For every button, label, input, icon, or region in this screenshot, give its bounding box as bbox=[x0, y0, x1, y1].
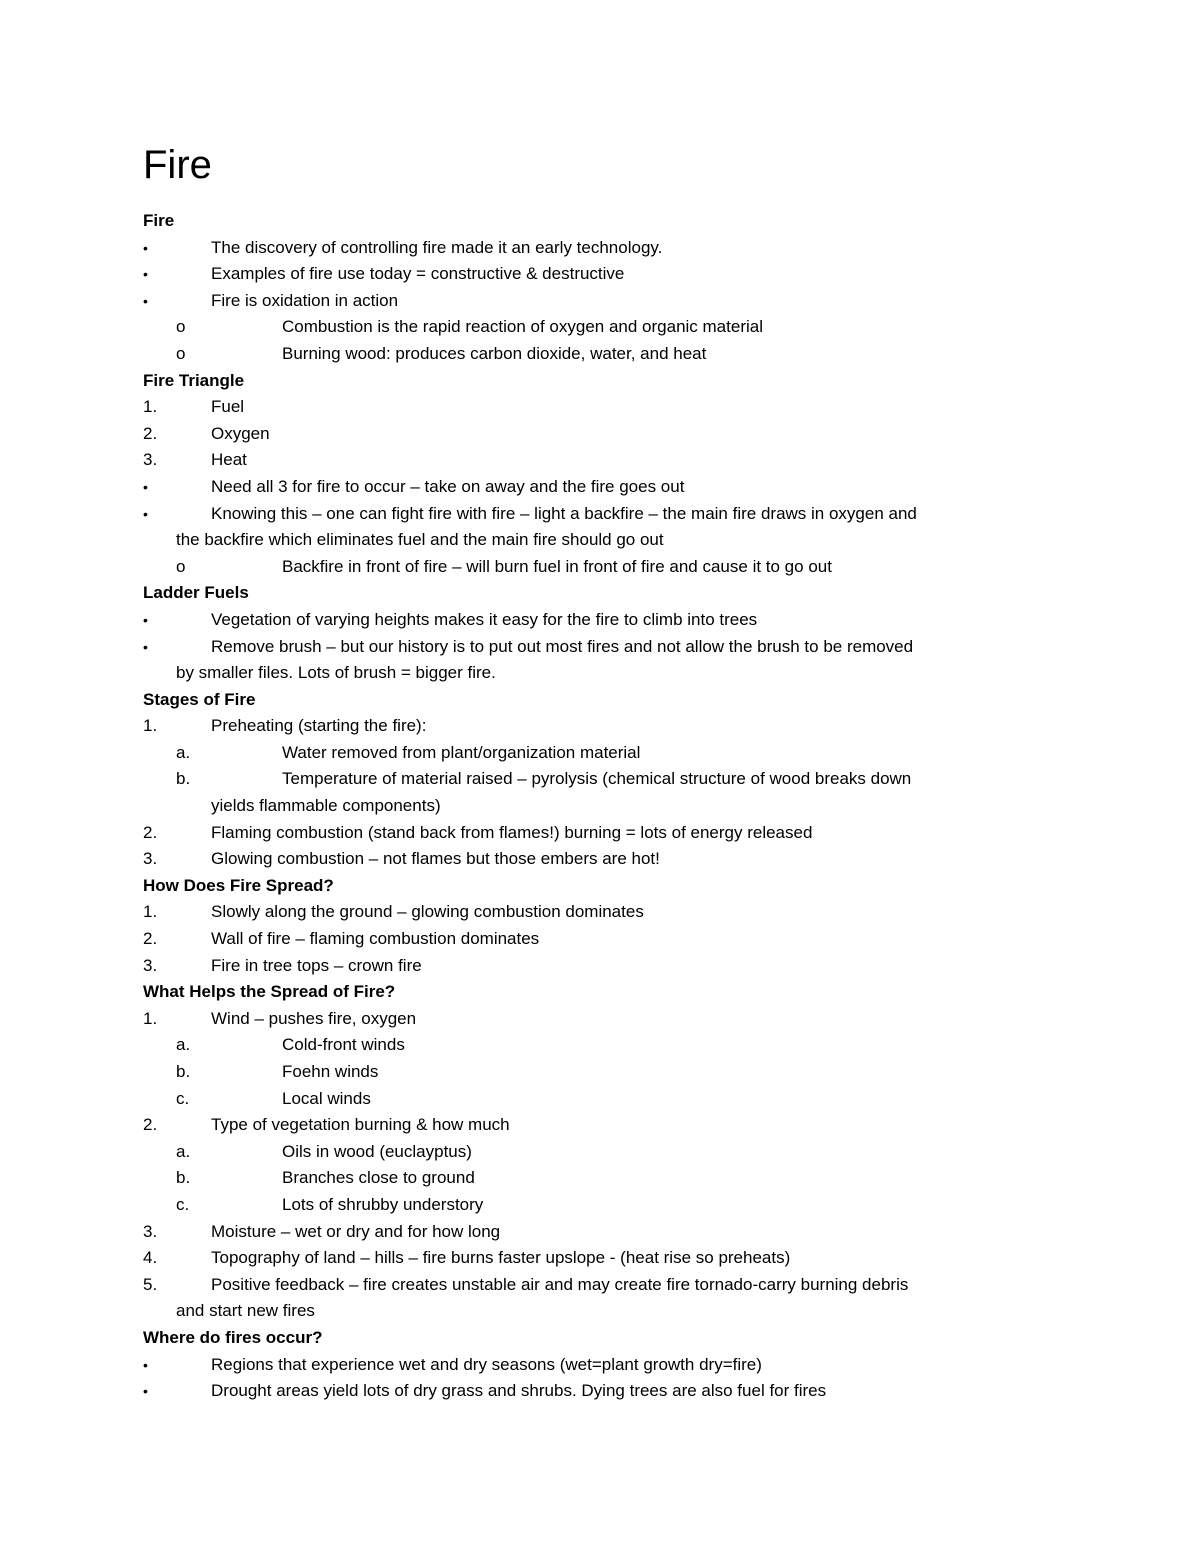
list-item-text: Flaming combustion (stand back from flames!) burning = lots of energy released bbox=[211, 822, 813, 842]
bullet-marker: • bbox=[143, 266, 148, 283]
list-item bbox=[143, 953, 1063, 980]
section-heading-what-helps-spread: What Helps the Spread of Fire? bbox=[143, 982, 396, 1002]
list-item-text: Knowing this – one can fight fire with fire – light a backfire – the main fire draws in oxygen and bbox=[211, 503, 917, 523]
bullet-marker: • bbox=[143, 239, 148, 256]
list-item bbox=[143, 1139, 1063, 1166]
number-marker: 3. bbox=[143, 955, 158, 975]
section-heading-fire-triangle: Fire Triangle bbox=[143, 370, 245, 390]
list-item bbox=[143, 341, 1063, 368]
sub-bullet-marker: o bbox=[176, 556, 186, 576]
number-marker: 3. bbox=[143, 1221, 158, 1241]
list-item bbox=[143, 261, 1063, 288]
number-marker: 1. bbox=[143, 716, 158, 736]
list-item bbox=[143, 235, 1063, 262]
list-item-text: Lots of shrubby understory bbox=[282, 1194, 484, 1214]
letter-marker: a. bbox=[176, 742, 191, 762]
list-item-text: Topography of land – hills – fire burns faster upslope - (heat rise so preheats) bbox=[211, 1248, 791, 1268]
list-item-text: Drought areas yield lots of dry grass and shrubs. Dying trees are also fuel for fires bbox=[211, 1381, 827, 1401]
list-item bbox=[143, 1032, 1063, 1059]
number-marker: 2. bbox=[143, 822, 158, 842]
list-item-text: Regions that experience wet and dry seasons (wet=plant growth dry=fire) bbox=[211, 1354, 762, 1374]
number-marker: 4. bbox=[143, 1248, 158, 1268]
letter-marker: b. bbox=[176, 1168, 191, 1188]
bullet-marker: • bbox=[143, 1383, 148, 1400]
list-item-continuation: and start new fires bbox=[176, 1301, 315, 1321]
section-heading-stages-of-fire: Stages of Fire bbox=[143, 689, 256, 709]
list-item bbox=[143, 846, 1063, 873]
list-item-continuation: by smaller files. Lots of brush = bigger fire. bbox=[176, 663, 496, 683]
number-marker: 5. bbox=[143, 1274, 158, 1294]
list-item bbox=[143, 421, 1063, 448]
list-item bbox=[143, 1245, 1063, 1272]
list-item-text: Slowly along the ground – glowing combustion dominates bbox=[211, 902, 644, 922]
number-marker: 3. bbox=[143, 849, 158, 869]
list-item bbox=[143, 1378, 1063, 1405]
list-item-text: Fire in tree tops – crown fire bbox=[211, 955, 422, 975]
section-heading-where-do-fires-occur: Where do fires occur? bbox=[143, 1327, 323, 1347]
list-item-text: Oils in wood (euclayptus) bbox=[282, 1141, 472, 1161]
letter-marker: c. bbox=[176, 1194, 190, 1214]
list-item-text: Fuel bbox=[211, 397, 245, 417]
list-item bbox=[143, 713, 1063, 740]
number-marker: 1. bbox=[143, 397, 158, 417]
list-item bbox=[143, 899, 1063, 926]
sub-bullet-marker: o bbox=[176, 343, 186, 363]
list-item-text: Positive feedback – fire creates unstable air and may create fire tornado-carry burning debris bbox=[211, 1274, 909, 1294]
list-item bbox=[143, 1165, 1063, 1192]
letter-marker: a. bbox=[176, 1141, 191, 1161]
list-item-text: Cold-front winds bbox=[282, 1035, 405, 1055]
list-item-text: Type of vegetation burning & how much bbox=[211, 1115, 510, 1135]
list-item-text: Branches close to ground bbox=[282, 1168, 475, 1188]
list-item bbox=[143, 820, 1063, 847]
letter-marker: a. bbox=[176, 1035, 191, 1055]
list-item bbox=[143, 447, 1063, 474]
list-item bbox=[143, 1059, 1063, 1086]
list-item-text: The discovery of controlling fire made it an early technology. bbox=[211, 237, 663, 257]
list-item bbox=[143, 766, 1063, 819]
list-item-text: Glowing combustion – not flames but those embers are hot! bbox=[211, 849, 660, 869]
list-item-text: Burning wood: produces carbon dioxide, water, and heat bbox=[282, 343, 707, 363]
list-item-text: Backfire in front of fire – will burn fuel in front of fire and cause it to go out bbox=[282, 556, 832, 576]
bullet-marker: • bbox=[143, 478, 148, 495]
letter-marker: b. bbox=[176, 1062, 191, 1081]
bullet-marker: • bbox=[143, 638, 148, 655]
list-item bbox=[143, 474, 1063, 501]
list-item-text: Water removed from plant/organization material bbox=[282, 742, 641, 762]
list-item-continuation: yields flammable components) bbox=[211, 796, 441, 816]
list-item bbox=[143, 740, 1063, 767]
list-item-text: Wall of fire – flaming combustion dominates bbox=[211, 929, 540, 949]
list-item bbox=[143, 394, 1063, 421]
list-item-text: Fire is oxidation in action bbox=[211, 290, 399, 310]
list-item-text: Vegetation of varying heights makes it easy for the fire to climb into trees bbox=[211, 609, 758, 629]
number-marker: 1. bbox=[143, 1008, 158, 1028]
list-item-text: Oxygen bbox=[211, 423, 270, 443]
list-item bbox=[143, 926, 1063, 953]
bullet-marker: • bbox=[143, 505, 148, 522]
list-item-text: Remove brush – but our history is to put out most fires and not allow the brush to be removed bbox=[211, 636, 914, 656]
section-heading-how-does-fire-spread: How Does Fire Spread? bbox=[143, 875, 334, 895]
letter-marker: c. bbox=[176, 1088, 190, 1108]
list-item bbox=[143, 1112, 1063, 1139]
sub-bullet-marker: o bbox=[176, 317, 186, 337]
list-item bbox=[143, 288, 1063, 315]
number-marker: 2. bbox=[143, 423, 158, 443]
list-item-text: Combustion is the rapid reaction of oxygen and organic material bbox=[282, 317, 763, 337]
list-item bbox=[143, 607, 1063, 634]
document-page bbox=[143, 140, 1063, 1405]
bullet-marker: • bbox=[143, 292, 148, 309]
list-item-continuation: the backfire which eliminates fuel and the main fire should go out bbox=[176, 530, 664, 550]
list-item bbox=[143, 1352, 1063, 1379]
list-item bbox=[143, 1006, 1063, 1033]
bullet-marker: • bbox=[143, 1356, 148, 1373]
letter-marker: b. bbox=[176, 769, 191, 789]
list-item-text: Local winds bbox=[282, 1088, 371, 1108]
list-item bbox=[143, 1192, 1063, 1219]
list-item-text: Wind – pushes fire, oxygen bbox=[211, 1008, 417, 1028]
list-item-text: Examples of fire use today = constructive & destructive bbox=[211, 264, 625, 284]
list-item-text: Temperature of material raised – pyrolysis (chemical structure of wood breaks down bbox=[282, 769, 912, 789]
bullet-marker: • bbox=[143, 611, 148, 628]
list-item bbox=[143, 634, 1063, 687]
section-heading-ladder-fuels: Ladder Fuels bbox=[143, 583, 249, 603]
list-item bbox=[143, 314, 1063, 341]
list-item bbox=[143, 1272, 1063, 1325]
number-marker: 2. bbox=[143, 929, 158, 949]
number-marker: 2. bbox=[143, 1115, 158, 1135]
list-item-text: Moisture – wet or dry and for how long bbox=[211, 1221, 501, 1241]
list-item bbox=[143, 1219, 1063, 1246]
number-marker: 1. bbox=[143, 902, 158, 922]
list-item bbox=[143, 554, 1063, 581]
page-title: Fire bbox=[143, 143, 212, 187]
list-item bbox=[143, 1086, 1063, 1113]
number-marker: 3. bbox=[143, 450, 158, 470]
section-heading-fire: Fire bbox=[143, 211, 175, 230]
list-item-text: Preheating (starting the fire): bbox=[211, 716, 427, 736]
list-item bbox=[143, 501, 1063, 554]
list-item-text: Heat bbox=[211, 450, 247, 470]
list-item-text: Foehn winds bbox=[282, 1062, 379, 1081]
list-item-text: Need all 3 for fire to occur – take on away and the fire goes out bbox=[211, 476, 685, 496]
